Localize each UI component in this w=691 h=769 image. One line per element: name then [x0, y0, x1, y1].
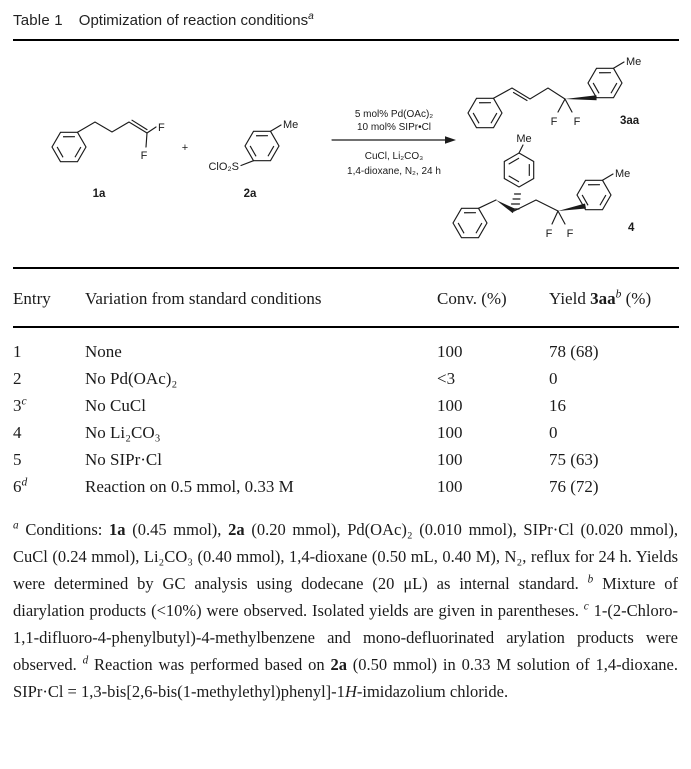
bond [558, 211, 565, 224]
cell-conv: 100 [437, 476, 463, 496]
methyl-label: Me [283, 119, 299, 131]
compound-label-4: 4 [628, 222, 635, 234]
methyl-label: Me [615, 168, 631, 180]
fluorine-label: F [566, 228, 574, 240]
table-footnotes: $^a$ Conditions: 1a (0.45 mmol), 2a (0.20 mmol), Pd(OAc)₂ (0.010 mmol), SIPr·Cl (0.020 mmol), CuCl (0.24 mmol), Li₂CO₃ (0.40 mmol), 1,4-dioxane (0.50 mL, 0.40 M), N₂, reflux for 24 h. Yields were determined by GC analysis using dodecane (20 μL) as internal standard. $^b$ Mixture of diarylation products (<10%) were observed. Isolated yields are given in parentheses. $^c$ 1-(2-Chloro-1,1-difluoro-4-phenylbutyl)-4-methylbenzene and mono-defluorinated arylation products were observed. $^d$ Reaction was performed based on 2a (0.50 mmol) in 0.33 M solution of 1,4-dioxane. SIPr·Cl = 1,3-bis[2,6-bis(1-methylethyl)phenyl]-1H-imidazolium chloride. [13, 519, 678, 701]
fluorine-label: F [158, 122, 165, 134]
cell-entry: 6$^d$ [13, 474, 28, 496]
bond-chain [494, 88, 566, 99]
cell-variation: No CuCl [85, 395, 146, 415]
fluorine-label: F [550, 116, 558, 128]
bond [479, 200, 497, 208]
conditions-line-1: 5 mol% Pd(OAc)₂ [354, 109, 434, 120]
cell-conv: <3 [437, 368, 456, 388]
benzene-ring [449, 201, 491, 245]
fluorine-label: F [140, 150, 148, 162]
methyl-label: Me [516, 133, 532, 145]
cell-variation: Reaction on 0.5 mmol, 0.33 M [85, 476, 294, 496]
bond [603, 174, 614, 180]
wedge-bond [558, 204, 586, 212]
table-row [0, 446, 691, 473]
conditions-line-3: CuCl, Li₂CO₃ [364, 151, 424, 162]
cell-yield: 16 [549, 395, 566, 415]
bond [241, 161, 254, 166]
fluorine-label: F [545, 228, 553, 240]
col-header-variation: Variation from standard conditions [85, 289, 322, 308]
cell-yield: 0 [549, 368, 558, 388]
table-header-row [0, 269, 691, 326]
compound-label-1a: 1a [92, 188, 106, 200]
table-row [0, 338, 691, 365]
col-header-yield: Yield $3aa^b$ (%) [549, 287, 652, 308]
conditions-line-2: 10 mol% SIPr•Cl [356, 122, 432, 133]
table-row [0, 392, 691, 419]
benzene-ring [48, 125, 90, 169]
col-header-entry: Entry [13, 289, 51, 308]
bond [147, 127, 156, 133]
benzene-ring [464, 91, 506, 135]
cell-conv: 100 [437, 422, 463, 442]
benzene-ring [241, 124, 283, 168]
cell-entry: 4 [13, 422, 22, 442]
bond [146, 133, 147, 147]
fluorine-label: F [573, 116, 581, 128]
conditions-line-4: 1,4-dioxane, N₂, 24 h [347, 166, 441, 177]
reaction-arrow [332, 136, 456, 144]
plus-sign: + [181, 142, 189, 154]
cell-entry: 5 [13, 449, 22, 469]
bond [552, 211, 558, 224]
structure-2a [208, 119, 298, 200]
cell-entry: 3$^c$ [13, 393, 27, 415]
cell-conv: 100 [437, 341, 463, 361]
reaction-scheme-svg [0, 41, 691, 267]
cell-variation: None [85, 341, 122, 361]
table-caption-text: Optimization of reaction conditions$^a$ [78, 11, 314, 29]
bond [565, 99, 572, 112]
compound-label-3aa: 3aa [620, 115, 640, 127]
bond [558, 99, 565, 112]
bond [614, 62, 625, 68]
wedge-bond [496, 200, 515, 213]
bond-chain [514, 200, 558, 211]
wedge-bond [565, 95, 597, 100]
col-header-conv: Conv. (%) [437, 289, 507, 308]
bond [271, 125, 282, 131]
cell-variation: No Pd(OAc)₂ [85, 368, 178, 388]
cell-conv: 100 [437, 449, 463, 469]
table-row [0, 473, 691, 500]
cell-entry: 2 [13, 368, 22, 388]
cell-yield: 0 [549, 422, 558, 442]
table-row [0, 419, 691, 446]
table-caption [0, 0, 691, 29]
structure-4 [449, 133, 635, 245]
cell-variation: No Li₂CO₃ [85, 422, 161, 442]
structure-1a [48, 120, 165, 200]
tolyl-ring [504, 153, 533, 187]
tolyl-ring [573, 173, 615, 217]
caption-footnote-marker: a [308, 11, 314, 22]
table-number: Table 1 [13, 12, 63, 29]
methyl-label: Me [626, 56, 642, 68]
sulfonyl-chloride-label: ClO₂S [208, 161, 239, 173]
bond [519, 145, 523, 153]
table-body [0, 328, 691, 500]
compound-label-2a: 2a [243, 188, 257, 200]
table-row [0, 365, 691, 392]
reaction-scheme [0, 41, 691, 267]
cell-yield: 76 (72) [549, 476, 599, 496]
cell-entry: 1 [13, 341, 22, 361]
structure-3aa [464, 56, 642, 135]
cell-variation: No SIPr·Cl [85, 449, 162, 469]
cell-yield: 78 (68) [549, 341, 599, 361]
cell-conv: 100 [437, 395, 463, 415]
cell-yield: 75 (63) [549, 449, 599, 469]
